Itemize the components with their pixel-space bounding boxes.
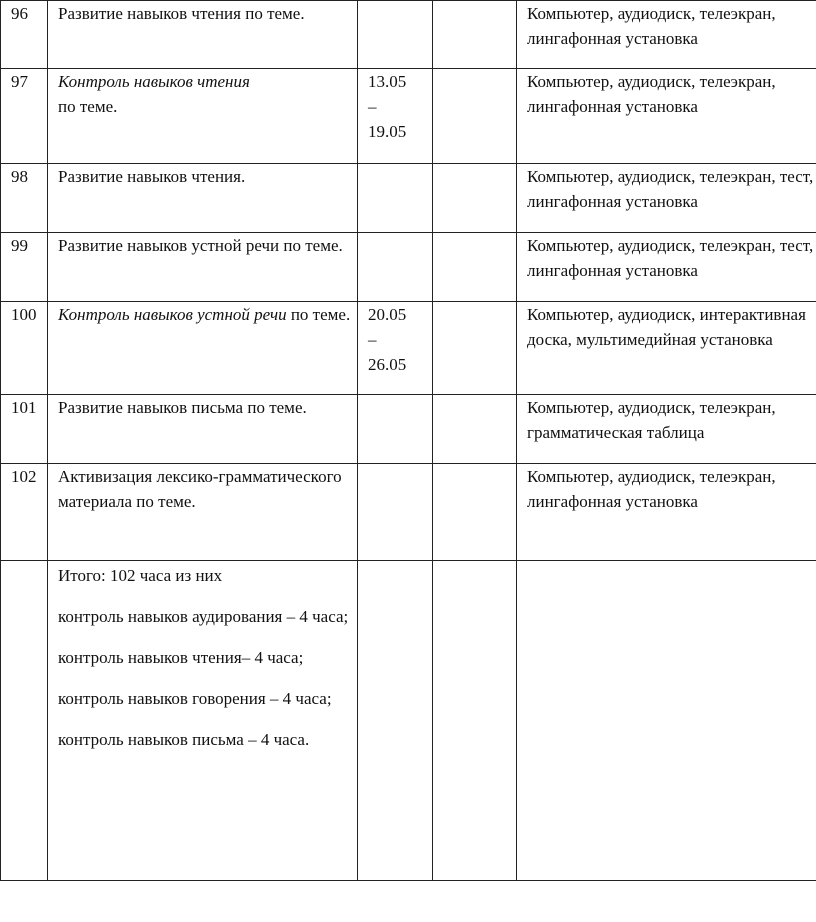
lesson-resources: Компьютер, аудиодиск, телеэкран, лингафонная установка <box>517 464 816 561</box>
lesson-resources: Компьютер, аудиодиск, интерактивная доска, мультимедийная установка <box>517 302 816 395</box>
date-start: 13.05 <box>368 72 407 91</box>
lesson-date <box>358 1 433 69</box>
table-row <box>1 164 816 233</box>
lesson-date <box>358 464 433 561</box>
date-end: 19.05 <box>368 122 407 141</box>
lesson-date <box>358 233 433 302</box>
lesson-topic: Развитие навыков письма по теме. <box>48 395 358 464</box>
total-line: контроль навыков письма – 4 часа. <box>58 730 310 749</box>
lesson-date <box>358 164 433 233</box>
empty-cell <box>433 302 517 395</box>
table-row <box>1 464 816 561</box>
lesson-date <box>358 69 433 164</box>
table-row <box>1 302 816 395</box>
lesson-resources: Компьютер, аудиодиск, телеэкран, тест, лингафонная установка <box>517 164 816 233</box>
lesson-resources: Компьютер, аудиодиск, телеэкран, тест, лингафонная установка <box>517 233 816 302</box>
date-dash: – <box>368 330 377 349</box>
empty-cell <box>433 233 517 302</box>
total-line: контроль навыков чтения– 4 часа; <box>58 648 304 667</box>
control-topic-rest: по теме. <box>290 305 351 324</box>
empty-cell <box>517 561 816 881</box>
total-summary <box>48 561 358 881</box>
empty-cell <box>433 1 517 69</box>
total-line: контроль навыков аудирования – 4 часа; <box>58 607 349 626</box>
lesson-topic: Развитие навыков чтения. <box>48 164 358 233</box>
table-row <box>1 395 816 464</box>
lesson-topic <box>48 302 358 395</box>
empty-cell <box>433 464 517 561</box>
empty-cell <box>358 561 433 881</box>
lesson-resources: Компьютер, аудиодиск, телеэкран, лингафонная установка <box>517 1 816 69</box>
empty-cell <box>433 561 517 881</box>
lesson-number: 100 <box>1 302 48 395</box>
lesson-number: 97 <box>1 69 48 164</box>
lesson-number: 99 <box>1 233 48 302</box>
lesson-topic: Развитие навыков устной речи по теме. <box>48 233 358 302</box>
table-row-total <box>1 561 816 881</box>
empty-cell <box>1 561 48 881</box>
lesson-date <box>358 395 433 464</box>
control-topic-rest: по теме. <box>58 97 118 116</box>
control-topic-italic: Контроль навыков устной речи <box>58 305 287 324</box>
total-line: Итого: 102 часа из них <box>58 566 223 585</box>
lesson-topic: Развитие навыков чтения по теме. <box>48 1 358 69</box>
table-row <box>1 1 816 69</box>
lesson-number: 102 <box>1 464 48 561</box>
lesson-number: 101 <box>1 395 48 464</box>
lesson-number: 98 <box>1 164 48 233</box>
lesson-resources: Компьютер, аудиодиск, телеэкран, лингафонная установка <box>517 69 816 164</box>
lesson-resources: Компьютер, аудиодиск, телеэкран, грамматическая таблица <box>517 395 816 464</box>
date-start: 20.05 <box>368 305 407 324</box>
date-end: 26.05 <box>368 355 407 374</box>
empty-cell <box>433 69 517 164</box>
empty-cell <box>433 395 517 464</box>
lesson-topic <box>48 69 358 164</box>
table-row <box>1 69 816 164</box>
total-line: контроль навыков говорения – 4 часа; <box>58 689 332 708</box>
empty-cell <box>433 164 517 233</box>
lesson-topic: Активизация лексико-грамматического материала по теме. <box>48 464 358 561</box>
date-dash: – <box>368 97 377 116</box>
control-topic-italic: Контроль навыков чтения <box>58 72 250 91</box>
table-row <box>1 233 816 302</box>
lesson-date <box>358 302 433 395</box>
lesson-number: 96 <box>1 1 48 69</box>
